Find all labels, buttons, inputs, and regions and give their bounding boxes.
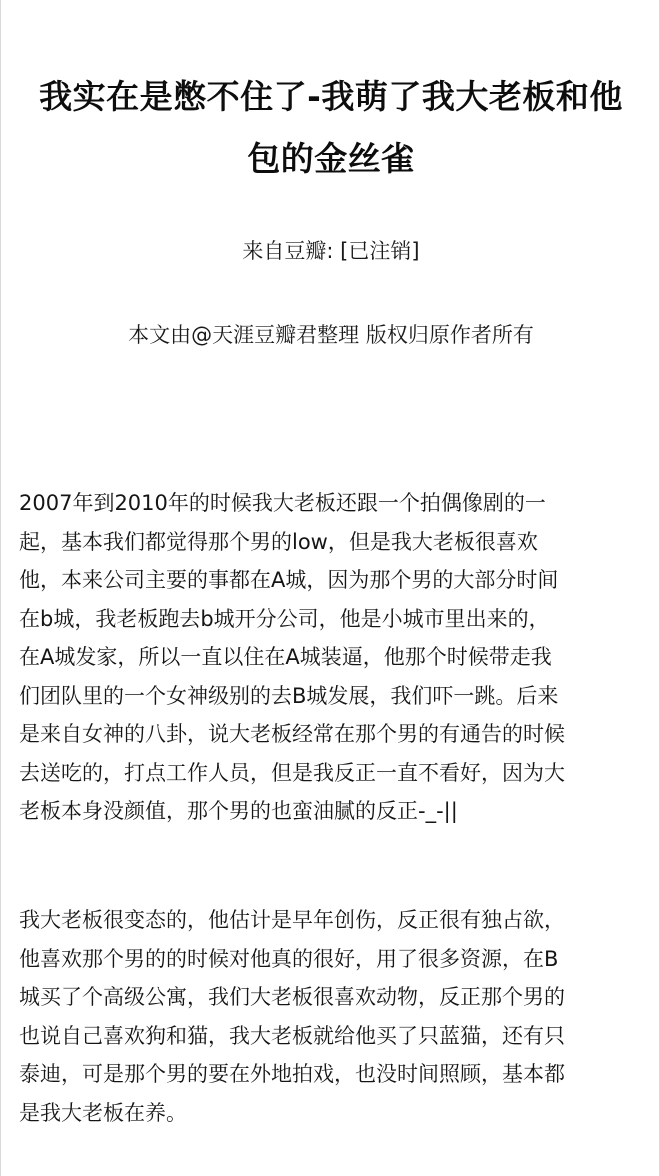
paragraph-line: 是我大老板在养。: [19, 1100, 187, 1125]
paragraph-line: 他，本来公司主要的事都在A城，因为那个男的大部分时间: [19, 568, 559, 592]
title-line-2: 包的金丝雀: [247, 139, 415, 178]
paragraph-line: 城买了个高级公寓，我们大老板很喜欢动物，反正那个男的: [19, 985, 565, 1009]
title-line-1: 我实在是憋不住了-我萌了我大老板和他: [39, 77, 623, 116]
source-line: 来自豆瓣: [已注销]: [242, 239, 420, 263]
copyright-credit: 本文由@天涯豆瓣君整理 版权归原作者所有: [128, 323, 534, 347]
article-title: [1, 66, 660, 190]
paragraph-line: 起，基本我们都觉得那个男的low，但是我大老板很喜欢: [19, 529, 538, 554]
paragraph-1: [19, 484, 649, 831]
paragraph-line: 在A城发家，所以一直以住在A城装逼，他那个时候带走我: [19, 645, 552, 669]
paragraph-line: 2007年到2010年的时候我大老板还跟一个拍偶像剧的一: [19, 491, 546, 515]
paragraph-line: 是来自女神的八卦，说大老板经常在那个男的有通告的时候: [19, 722, 565, 746]
paragraph-line: 我大老板很变态的，他估计是早年创伤，反正很有独占欲，: [19, 908, 565, 932]
paragraph-line: 在b城，我老板跑去b城开分公司，他是小城市里出来的，: [19, 606, 550, 631]
paragraph-2: [19, 901, 649, 1132]
paragraph-line: 也说自己喜欢狗和猫，我大老板就给他买了只蓝猫，还有只: [19, 1023, 565, 1048]
paragraph-line: 泰迪，可是那个男的要在外地拍戏，也没时间照顾，基本都: [19, 1062, 565, 1086]
paragraph-line: 他喜欢那个男的的时候对他真的很好，用了很多资源，在B: [19, 946, 559, 971]
paragraph-line: 们团队里的一个女神级别的去B城发展，我们吓一跳。后来: [19, 683, 559, 708]
paragraph-line: 去送吃的，打点工作人员，但是我反正一直不看好，因为大: [19, 760, 565, 785]
paragraph-line: 老板本身没颜值，那个男的也蛮油腻的反正-_-||: [19, 799, 458, 823]
